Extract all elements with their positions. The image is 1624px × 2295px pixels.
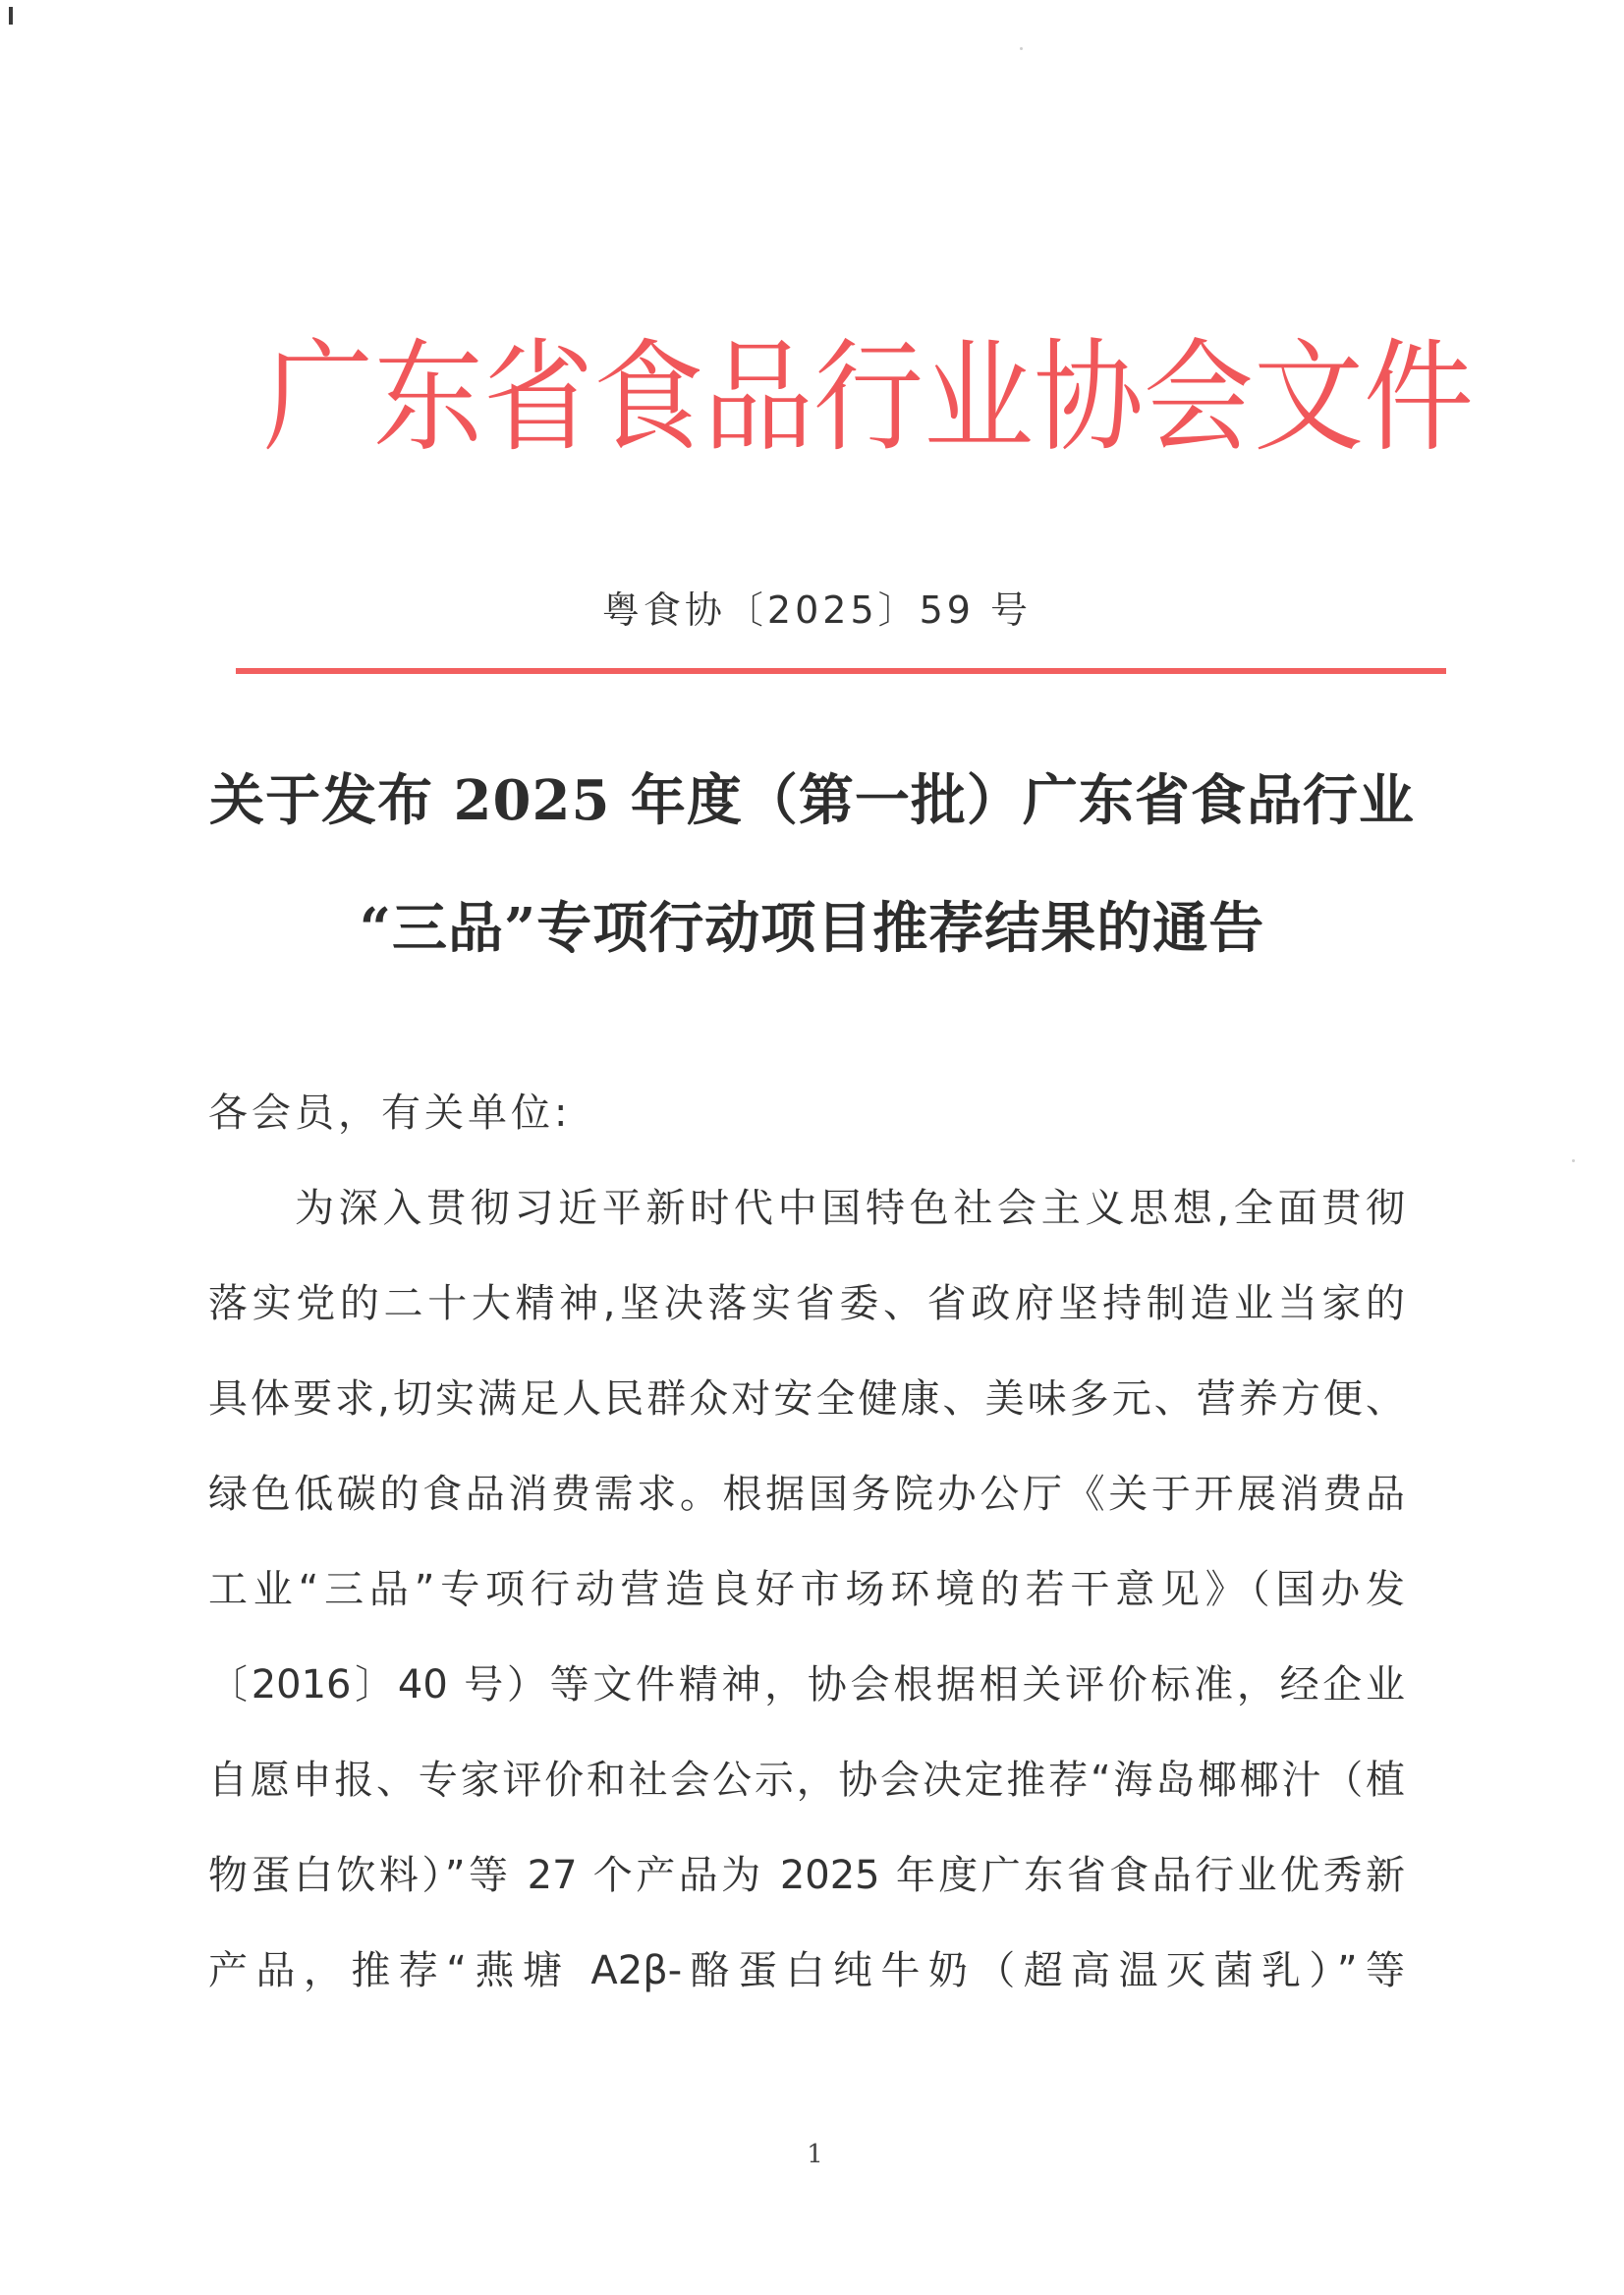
masthead-char: 行 [813,327,924,469]
body-text-line: 〔2016〕40 号）等文件精神，协会根据相关评价标准，经企业 [208,1662,1405,1707]
masthead-char: 食 [593,327,703,469]
red-divider-rule [236,668,1446,674]
masthead-char: 东 [373,327,483,469]
masthead-char: 件 [1364,327,1474,469]
masthead-char: 文 [1254,327,1364,469]
body-text-line: 工业“三品”专项行动营造良好市场环境的若干意见》（国办发 [208,1567,1405,1612]
masthead-char: 会 [1144,327,1254,469]
masthead-char: 广 [263,327,373,469]
body-text-line: 自愿申报、专家评价和社会公示，协会决定推荐“海岛椰椰汁（植 [208,1758,1405,1803]
notice-title-line-2: “三品”专项行动项目推荐结果的通告 [359,896,1265,961]
masthead-char: 品 [703,327,813,469]
notice-title-line-1: 关于发布 2025 年度（第一批）广东省食品行业 [209,768,1415,833]
page-number: 1 [807,2140,823,2169]
masthead-char: 业 [924,327,1034,469]
body-text-line: 具体要求,切实满足人民群众对安全健康、美味多元、营养方便、 [208,1376,1405,1422]
body-text-line: 物蛋白饮料）”等 27 个产品为 2025 年度广东省食品行业优秀新 [208,1853,1405,1898]
body-text-line: 为深入贯彻习近平新时代中国特色社会主义思想,全面贯彻 [295,1186,1405,1231]
scan-artifact-mark [9,7,13,25]
body-text-line: 绿色低碳的食品消费需求。根据国务院办公厅《关于开展消费品 [208,1472,1405,1517]
masthead-title [263,327,1474,469]
body-text-line: 落实党的二十大精神,坚决落实省委、省政府坚持制造业当家的 [208,1281,1405,1326]
scan-artifact-speck [1572,1159,1575,1162]
masthead-char: 省 [483,327,593,469]
salutation: 各会员，有关单位: [208,1091,572,1136]
document-number: 粤食协〔2025〕59 号 [601,588,1033,632]
masthead-char: 协 [1034,327,1144,469]
body-text-line: 产品，推荐“燕塘 A2β-酪蛋白纯牛奶（超高温灭菌乳）”等 [208,1948,1405,1993]
scan-artifact-speck [1020,47,1023,50]
